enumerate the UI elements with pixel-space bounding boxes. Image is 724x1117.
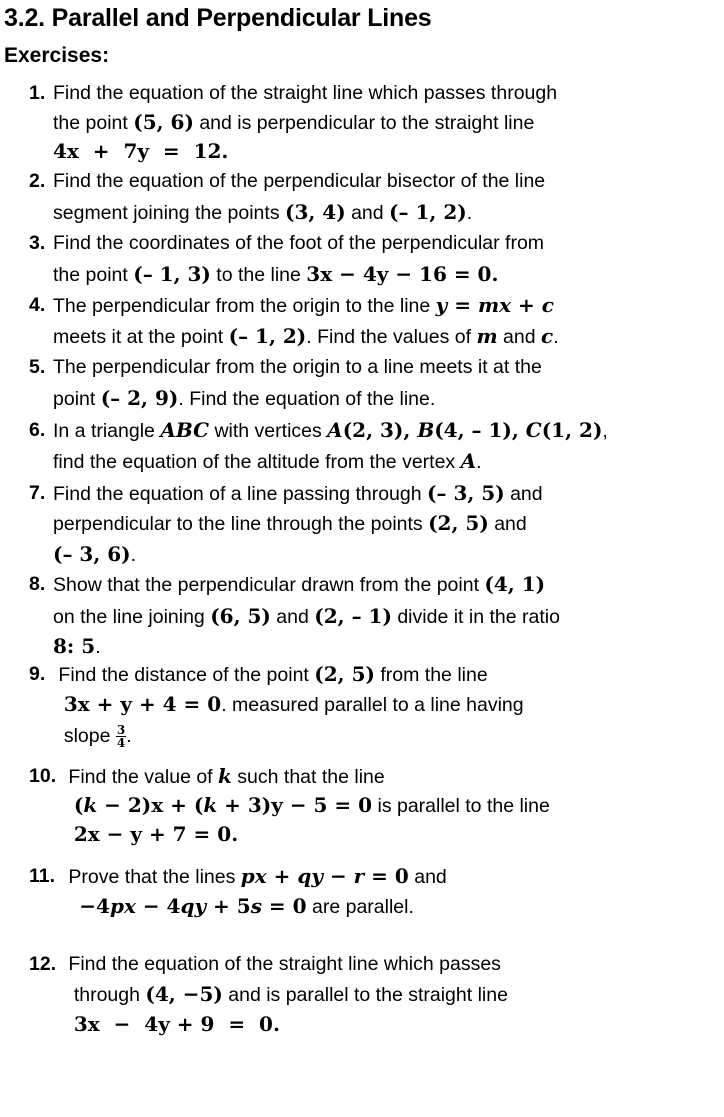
math-expression: (4, −5) <box>145 982 223 1006</box>
exercise-1-line <box>53 107 534 138</box>
text-run: from the line <box>374 664 488 686</box>
math-variable: m <box>476 324 498 348</box>
math-expression: (6, 5) <box>210 604 271 628</box>
math-variable: B <box>417 418 435 442</box>
page-title: 3.2. Parallel and Perpendicular Lines <box>4 4 432 32</box>
math-variable: A <box>327 418 343 442</box>
text-run <box>63 896 79 918</box>
math-variable: k <box>203 793 218 817</box>
exercise-7-line <box>53 539 136 570</box>
text-run: is parallel to the line <box>372 795 550 817</box>
exercise-9-line <box>53 659 488 690</box>
fraction-denominator: 4 <box>116 736 126 751</box>
math-expression: 3x − 4y − 16 = 0. <box>306 262 499 286</box>
exercise-number: 4. <box>29 294 46 316</box>
text-run: to the line <box>210 264 307 286</box>
text-run: slope <box>53 725 116 747</box>
math-expression: (– 1, 2) <box>228 324 307 348</box>
text-run <box>53 694 64 716</box>
text-run: perpendicular to the line through the points <box>53 513 429 535</box>
math-variable: px + qy − r <box>240 864 365 888</box>
text-run: The perpendicular from the origin to a line meets it at the <box>53 356 542 378</box>
math-variable: ABC <box>160 418 210 442</box>
exercise-12-line <box>63 949 501 979</box>
exercise-3-line <box>53 259 498 290</box>
exercise-12-line <box>63 1009 280 1040</box>
exercise-4-line <box>53 321 559 352</box>
exercise-number: 2. <box>29 170 46 192</box>
text-run: Find the equation of a line passing through <box>53 483 428 505</box>
math-expression: (1, 2) <box>541 418 603 442</box>
math-expression: (2, – 1) <box>314 604 392 628</box>
math-expression: (4, – 1), <box>434 418 526 442</box>
math-expression: − 2)x + ( <box>97 793 204 817</box>
text-run: . measured parallel to a line having <box>221 694 524 716</box>
text-run: , <box>602 420 608 442</box>
exercise-7-line <box>53 478 543 509</box>
math-expression: + 3)y − 5 = 0 <box>217 793 373 817</box>
exercise-11-line <box>63 861 447 892</box>
text-run: Find the equation of the straight line which passes through <box>53 82 558 104</box>
math-variable: C <box>525 418 542 442</box>
math-variable: c <box>541 324 554 348</box>
math-expression: (2, 5) <box>428 511 489 535</box>
exercise-8-line <box>53 631 101 662</box>
text-run: segment joining the points <box>53 202 285 224</box>
text-run: and <box>408 866 447 888</box>
math-variable: s <box>250 894 262 918</box>
exercise-9-line <box>53 721 132 751</box>
text-run: and is perpendicular to the straight line <box>193 112 535 134</box>
fraction-numerator: 3 <box>116 723 126 738</box>
text-run: through <box>63 984 146 1006</box>
text-run: In a triangle <box>53 420 161 442</box>
exercise-8-line <box>53 601 560 632</box>
exercise-number: 8. <box>29 573 46 595</box>
exercise-11-line <box>63 891 414 922</box>
exercise-7-line <box>53 508 527 539</box>
exercise-8-line <box>53 569 545 600</box>
text-run: . <box>553 326 559 348</box>
text-run: and is parallel to the straight line <box>222 984 508 1006</box>
math-expression: (– 2, 9) <box>100 386 179 410</box>
text-run: Find the value of <box>63 766 219 788</box>
math-expression: (5, 6) <box>133 110 194 134</box>
exercise-1-line <box>53 136 228 167</box>
text-run: with vertices <box>209 420 328 442</box>
text-run: meets it at the point <box>53 326 229 348</box>
exercise-1-line <box>53 78 557 108</box>
exercise-number: 11. <box>29 865 56 887</box>
text-run: point <box>53 388 101 410</box>
text-run <box>63 795 74 817</box>
text-run: . Find the values of <box>306 326 477 348</box>
math-expression: = 0 <box>364 864 409 888</box>
exercise-6-line <box>53 415 608 446</box>
exercise-2-line <box>53 166 545 196</box>
exercise-number: 5. <box>29 356 46 378</box>
text-run: . <box>466 202 473 224</box>
exercise-4-line <box>53 290 554 321</box>
math-variable: qy <box>180 894 207 918</box>
math-expression: (– 3, 5) <box>427 481 505 505</box>
exercise-2-line <box>53 197 472 228</box>
text-run: . <box>126 725 132 747</box>
math-expression: + 5 <box>206 894 251 918</box>
text-run: Find the equation of the perpendicular bisector of the line <box>53 170 546 192</box>
math-expression: 8: 5 <box>53 634 96 658</box>
text-run: and <box>270 606 315 628</box>
text-run: . <box>95 636 101 658</box>
math-expression: (– 1, 3) <box>133 262 211 286</box>
text-run: and <box>497 326 541 348</box>
text-run: the point <box>53 112 134 134</box>
text-run: Show that the perpendicular drawn from the point <box>53 574 485 596</box>
text-run: find the equation of the altitude from the vertex <box>53 451 461 473</box>
text-run: . <box>130 544 137 566</box>
math-expression: (4, 1) <box>484 572 546 596</box>
text-run <box>63 1014 74 1036</box>
exercise-number: 3. <box>29 232 46 254</box>
exercise-number: 12. <box>29 953 57 975</box>
text-run: . Find the equation of the line. <box>178 388 436 410</box>
math-expression: (2, 3), <box>342 418 418 442</box>
exercise-5-line <box>53 352 542 382</box>
text-run: are parallel. <box>306 896 414 918</box>
exercise-number: 6. <box>29 419 46 441</box>
math-expression: −4 <box>79 894 110 918</box>
math-expression: 3x + y + 4 = 0 <box>63 692 222 716</box>
text-run: Prove that the lines <box>63 866 241 888</box>
text-run: the point <box>53 264 134 286</box>
exercise-number: 9. <box>29 663 46 685</box>
exercise-number: 1. <box>29 82 46 104</box>
math-expression: ( <box>73 793 84 817</box>
math-expression: (2, 5) <box>314 662 375 686</box>
text-run: The perpendicular from the origin to the line <box>53 295 436 317</box>
exercise-10-line <box>63 761 385 792</box>
text-run: on the line joining <box>53 606 211 628</box>
math-expression: 3x − 4y + 9 = 0. <box>73 1012 280 1036</box>
text-run: Find the distance of the point <box>53 664 315 686</box>
math-expression: (– 3, 6) <box>53 542 131 566</box>
text-run: such that the line <box>231 766 385 788</box>
section-subtitle: Exercises: <box>4 44 110 67</box>
fraction <box>116 724 126 749</box>
math-expression: 2x − y + 7 = 0. <box>73 822 239 846</box>
text-run: and <box>345 202 390 224</box>
math-variable: k <box>218 764 232 788</box>
math-variable: px <box>109 894 136 918</box>
exercise-number: 10. <box>29 765 57 787</box>
text-run: divide it in the ratio <box>391 606 560 628</box>
math-expression: (3, 4) <box>284 200 346 224</box>
exercise-12-line <box>63 979 508 1010</box>
text-run: . <box>476 451 482 473</box>
exercise-10-line <box>63 819 238 850</box>
exercise-number: 7. <box>29 482 46 504</box>
text-run <box>63 824 74 846</box>
math-variable: y = mx + c <box>435 293 554 317</box>
math-variable: k <box>83 793 98 817</box>
text-run: Find the equation of the straight line which passes <box>63 953 501 975</box>
math-expression: (– 1, 2) <box>389 200 467 224</box>
math-variable: A <box>460 449 477 473</box>
math-expression: 4x + 7y = 12. <box>53 139 229 163</box>
text-run: Find the coordinates of the foot of the perpendicular from <box>53 232 545 254</box>
text-run: and <box>488 513 527 535</box>
exercise-5-line <box>53 383 435 414</box>
math-expression: = 0 <box>261 894 307 918</box>
text-run: and <box>504 483 543 505</box>
exercise-9-line <box>53 689 524 720</box>
math-expression: − 4 <box>135 894 181 918</box>
exercise-10-line <box>63 790 550 821</box>
exercise-6-line <box>53 446 482 477</box>
exercise-3-line <box>53 228 544 258</box>
